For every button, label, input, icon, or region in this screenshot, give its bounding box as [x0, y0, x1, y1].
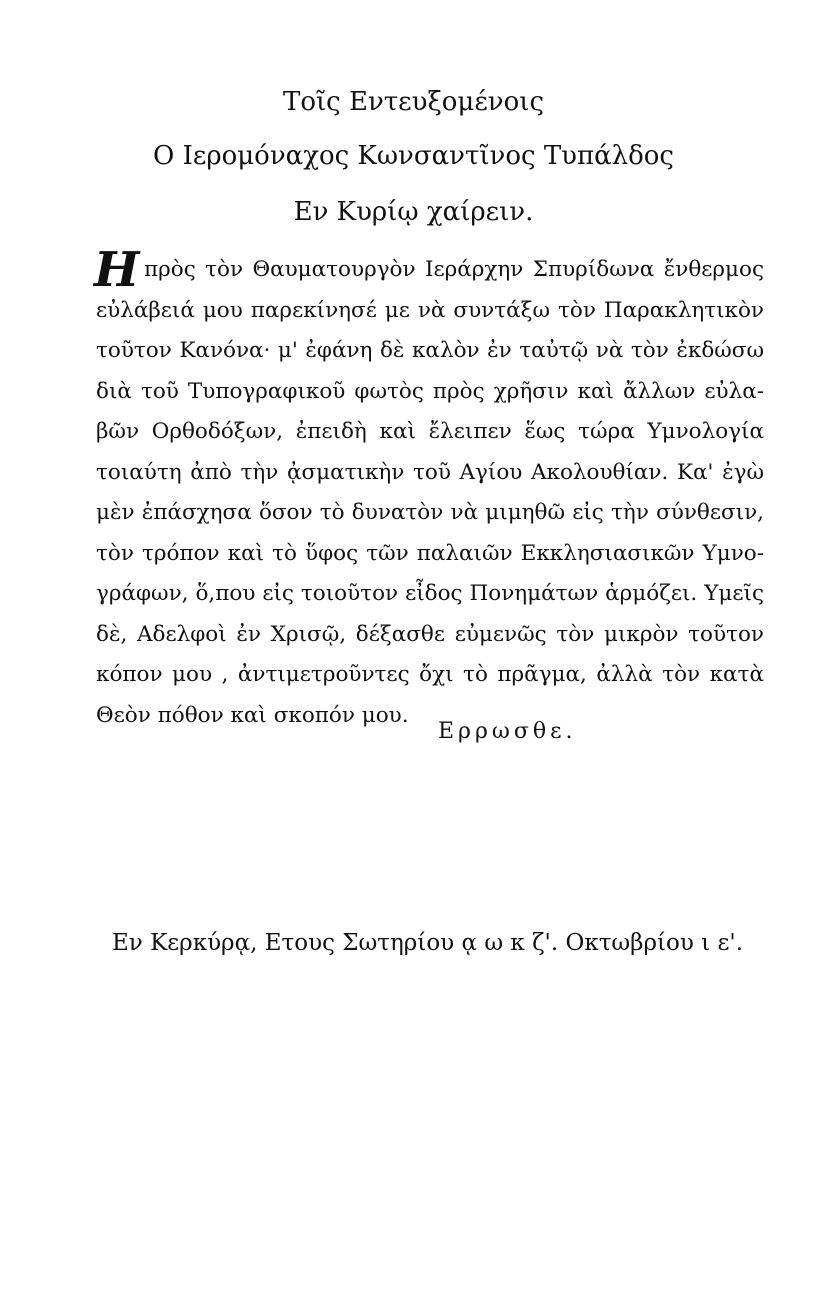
paragraph-line: τοιαύτη ἀπὸ τὴν ᾀσματικὴν τοῦ Αγίου Ακολουθίαν. Κα' ἐγὼ: [96, 459, 764, 485]
paragraph-line: Θεὸν πόθον καὶ σκοπόν μου.: [96, 702, 409, 728]
paragraph-line: τοῦτον Κανόνα· μ' ἐφάνη δὲ καλὸν ἐν ταὐτῷ νὰ τὸν ἐκδώσω: [96, 338, 764, 363]
salutation-title: Τοῖς Εντευξομένοις: [282, 87, 544, 117]
salutation-author: Ο Ιερομόναχος Κωνσαντῖνος Τυπάλδος: [153, 141, 674, 171]
paragraph-line: τὸν τρόπον καὶ τὸ ὕφος τῶν παλαιῶν Εκκλησιασικῶν Υμνο-: [96, 540, 764, 566]
paragraph-line: μὲν ἐπάσχησα ὅσον τὸ δυνατὸν νὰ μιμηθῶ εἰς τὴν σύνθεσιν,: [96, 500, 764, 525]
drop-initial: Η: [94, 242, 140, 298]
paragraph-line: εὐλάβειά μου παρεκίνησέ με νὰ συντάξω τὸν Παρακλητικὸν: [96, 297, 764, 323]
salutation-greeting: Εν Κυρίῳ χαίρειν.: [293, 197, 534, 227]
paragraph-line: δὲ, Αδελφοὶ ἐν Χρισῷ, δέξασθε εὐμενῶς τὸν μικρὸν τοῦτον: [96, 621, 764, 647]
paragraph-line: βῶν Ορθοδόξων, ἐπειδὴ καὶ ἔλειπεν ἕως τώρα Υμνολογία: [96, 419, 764, 444]
paragraph-line: πρὸς τὸν Θαυματουργὸν Ιεράρχην Σπυρίδωνα ἔνθερμος: [144, 257, 764, 282]
paragraph-line: κόπον μου , ἀντιμετροῦντες ὄχι τὸ πρᾶγμα, ἀλλὰ τὸν κατὰ: [96, 662, 764, 687]
paragraph-line: διὰ τοῦ Τυπογραφικοῦ φωτὸς πρὸς χρῆσιν καὶ ἄλλων εὐλα-: [96, 378, 764, 404]
place-and-date: Εν Κερκύρᾳ, Ετους Σωτηρίου ᾳ ω κ ζ'. Οκτωβρίου ι ε'.: [112, 930, 744, 956]
closing-farewell: Ερρωσθε.: [438, 719, 577, 744]
paragraph-line: γράφων, ὅ,που εἰς τοιοῦτον εἶδος Πονημάτων ἁρμόζει. Υμεῖς: [96, 581, 764, 606]
preface-paragraph: [94, 242, 764, 736]
